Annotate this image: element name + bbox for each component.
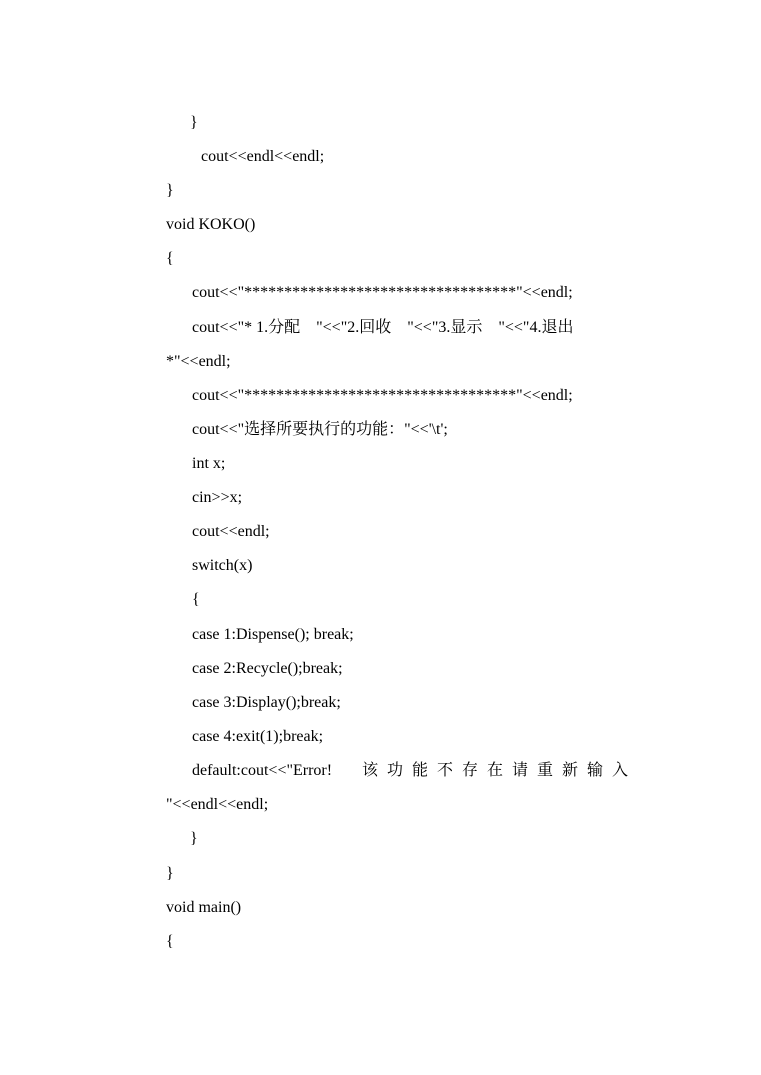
code-line: cout<<"选择所要执行的功能："<<'\t'; bbox=[192, 421, 448, 438]
code-line: case 2:Recycle();break; bbox=[192, 660, 343, 677]
code-line: void KOKO() bbox=[166, 216, 256, 233]
code-line-cjk-message: 该功能不存在请重新输入 bbox=[362, 762, 638, 779]
code-line: cout<<"* 1.分配 "<<"2.回收 "<<"3.显示 "<<"4.退出 bbox=[192, 319, 574, 336]
code-line: } bbox=[190, 114, 198, 131]
code-line: case 3:Display();break; bbox=[192, 694, 341, 711]
code-line: cin>>x; bbox=[192, 489, 243, 506]
code-line: *"<<endl; bbox=[166, 353, 231, 370]
code-line: int x; bbox=[192, 455, 226, 472]
code-line: "<<endl<<endl; bbox=[166, 796, 269, 813]
code-line: cout<<"**********************************"<<endl; bbox=[192, 284, 573, 301]
code-line: } bbox=[190, 830, 198, 847]
code-line: void main() bbox=[166, 899, 242, 916]
code-line: cout<<"**********************************"<<endl; bbox=[192, 387, 573, 404]
code-line: cout<<endl; bbox=[192, 523, 270, 540]
code-line: switch(x) bbox=[192, 557, 253, 574]
code-line: { bbox=[166, 250, 174, 267]
code-line: default:cout<<"Error! bbox=[192, 762, 333, 779]
code-line: { bbox=[166, 933, 174, 950]
code-line: { bbox=[192, 591, 200, 608]
code-line: } bbox=[166, 182, 174, 199]
code-line: cout<<endl<<endl; bbox=[201, 148, 325, 165]
code-line: case 4:exit(1);break; bbox=[192, 728, 324, 745]
code-line: } bbox=[166, 865, 174, 882]
code-line: case 1:Dispense(); break; bbox=[192, 626, 354, 643]
